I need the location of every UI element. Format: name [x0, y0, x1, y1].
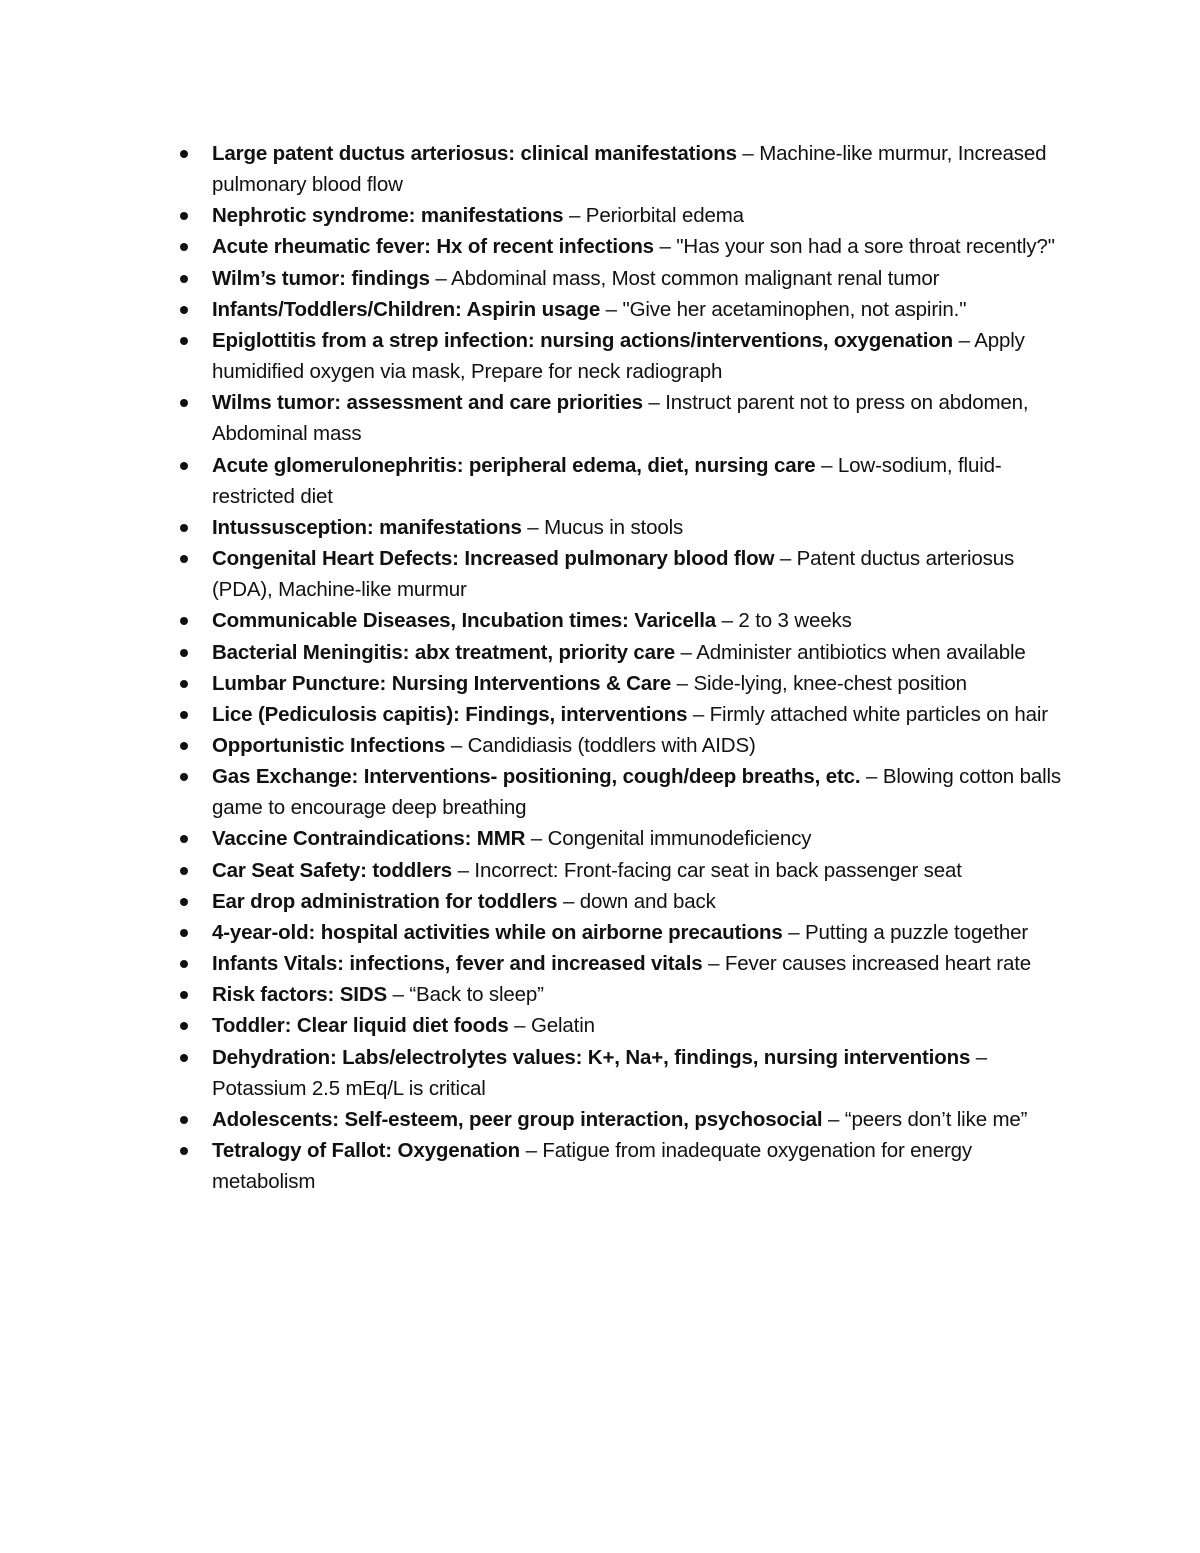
item-answer: "Give her acetaminophen, not aspirin."	[622, 297, 967, 321]
item-topic: Communicable Diseases, Incubation times: Varicella	[212, 609, 717, 633]
list-item	[173, 730, 1073, 761]
list-item	[173, 1010, 1073, 1041]
list-item	[173, 1104, 1073, 1135]
list-item	[173, 823, 1073, 854]
item-separator: –	[520, 1139, 543, 1162]
bullet-icon	[180, 1147, 188, 1155]
item-topic: Lumbar Puncture: Nursing Interventions & Care	[212, 671, 672, 695]
list-item	[173, 917, 1073, 948]
bullet-icon	[180, 898, 188, 906]
bullet-icon	[180, 275, 188, 283]
list-item	[173, 699, 1073, 730]
item-separator: –	[445, 733, 468, 757]
item-answer: Fever causes increased heart rate	[724, 952, 1031, 976]
item-answer: Potassium 2.5 mEq/L is critical	[212, 1076, 486, 1100]
list-item	[173, 543, 1073, 605]
list-item	[173, 1042, 1073, 1104]
bullet-icon	[180, 867, 188, 875]
bullet-icon	[180, 1054, 188, 1062]
list-item	[173, 325, 1073, 387]
item-answer: Blowing cotton balls game to encourage deep breathing	[212, 765, 1062, 820]
item-separator: –	[815, 453, 838, 477]
list-item	[173, 1135, 1073, 1197]
bullet-icon	[180, 680, 188, 688]
item-topic: Wilms tumor: assessment and care priorities	[212, 391, 643, 415]
item-answer: Fatigue from inadequate oxygenation for energy metabolism	[212, 1139, 972, 1194]
list-item	[173, 948, 1073, 979]
item-topic: Lice (Pediculosis capitis): Findings, interventions	[212, 702, 688, 726]
item-topic: Nephrotic syndrome: manifestations	[212, 204, 564, 228]
item-answer: 2 to 3 weeks	[738, 609, 852, 633]
item-answer: down and back	[579, 889, 716, 913]
bullet-icon	[180, 991, 188, 999]
item-separator: –	[716, 609, 739, 633]
item-separator: –	[671, 671, 694, 695]
item-topic: Risk factors: SIDS	[212, 983, 388, 1007]
bullet-icon	[180, 1116, 188, 1124]
list-item	[173, 450, 1073, 512]
item-separator: –	[970, 1045, 988, 1069]
item-topic: Gas Exchange: Interventions- positioning, cough/deep breaths, etc.	[212, 765, 861, 789]
bullet-icon	[180, 711, 188, 719]
item-separator: –	[452, 858, 475, 882]
bullet-icon	[180, 150, 188, 158]
item-topic: Acute glomerulonephritis: peripheral edema, diet, nursing care	[212, 453, 816, 477]
bullet-icon	[180, 929, 188, 937]
item-answer: Side-lying, knee-chest position	[693, 671, 967, 695]
item-separator: –	[600, 297, 623, 321]
bullet-icon	[180, 555, 188, 563]
item-separator: –	[860, 765, 883, 789]
bullet-icon	[180, 742, 188, 750]
list-item	[173, 263, 1073, 294]
item-separator: –	[563, 204, 586, 228]
item-separator: –	[675, 640, 697, 664]
list-item	[173, 387, 1073, 449]
item-topic: Acute rheumatic fever: Hx of recent infections	[212, 235, 654, 259]
item-topic: Intussusception: manifestations	[212, 515, 522, 539]
item-separator: –	[774, 547, 797, 571]
item-answer: Machine-like murmur, Increased pulmonary blood flow	[212, 142, 1047, 197]
item-separator: –	[508, 1014, 531, 1038]
bullet-icon	[180, 243, 188, 251]
list-item	[173, 512, 1073, 543]
item-answer: Periorbital edema	[585, 204, 744, 228]
list-item	[173, 231, 1073, 262]
bullet-icon	[180, 649, 188, 657]
item-separator: –	[736, 142, 760, 165]
bullet-icon	[180, 337, 188, 345]
bullet-icon	[180, 835, 188, 843]
item-answer: Apply humidified oxygen via mask, Prepare for neck radiograph	[212, 328, 1025, 384]
item-separator: –	[702, 952, 725, 976]
item-answer: Mucus in stools	[544, 515, 684, 539]
item-topic: Car Seat Safety: toddlers	[212, 858, 453, 882]
item-topic: Dehydration: Labs/electrolytes values: K+, Na+, findings, nursing interventions	[212, 1045, 971, 1069]
item-topic: Ear drop administration for toddlers	[212, 889, 558, 913]
item-separator: –	[653, 235, 677, 259]
item-answer: Administer antibiotics when available	[696, 640, 1026, 664]
list-item	[173, 668, 1073, 699]
item-separator: –	[642, 391, 666, 415]
item-topic: Congenital Heart Defects: Increased pulmonary blood flow	[212, 547, 775, 571]
item-topic: Tetralogy of Fallot: Oxygenation	[212, 1139, 521, 1162]
bullet-list	[173, 138, 1073, 1197]
item-answer: Candidiasis (toddlers with AIDS)	[467, 733, 756, 757]
item-topic: 4-year-old: hospital activities while on airborne precautions	[212, 920, 783, 944]
item-answer: Instruct parent not to press on abdomen, Abdominal mass	[212, 391, 1029, 446]
bullet-icon	[180, 960, 188, 968]
item-topic: Adolescents: Self-esteem, peer group interaction, psychosocial	[212, 1107, 823, 1131]
item-separator: –	[429, 266, 452, 290]
bullet-icon	[180, 524, 188, 532]
list-item	[173, 200, 1073, 231]
item-topic: Epiglottitis from a strep infection: nursing actions/interventions, oxygenation	[212, 328, 954, 352]
bullet-icon	[180, 1022, 188, 1030]
item-topic: Bacterial Meningitis: abx treatment, priority care	[212, 640, 675, 664]
item-answer: Congenital immunodeficiency	[547, 827, 812, 851]
item-separator: –	[687, 702, 710, 726]
item-topic: Large patent ductus arteriosus: clinical manifestations	[212, 142, 737, 165]
item-answer: "Has your son had a sore throat recently?"	[676, 235, 1055, 259]
list-item	[173, 138, 1073, 200]
list-item	[173, 761, 1073, 823]
item-answer: “Back to sleep”	[409, 983, 544, 1007]
item-topic: Wilm’s tumor: findings	[212, 266, 430, 290]
bullet-icon	[180, 617, 188, 625]
item-separator: –	[557, 889, 580, 913]
item-separator: –	[953, 328, 975, 352]
item-topic: Vaccine Contraindications: MMR	[212, 827, 526, 851]
bullet-icon	[180, 399, 188, 407]
item-answer: Incorrect: Front-facing car seat in back passenger seat	[474, 858, 962, 882]
item-answer: Gelatin	[530, 1014, 595, 1038]
item-answer: Putting a puzzle together	[805, 920, 1029, 944]
list-item	[173, 605, 1073, 636]
item-topic: Opportunistic Infections	[212, 733, 446, 757]
item-answer: Firmly attached white particles on hair	[709, 702, 1048, 726]
item-answer: Low-sodium, fluid-restricted diet	[212, 453, 1002, 508]
item-topic: Infants Vitals: infections, fever and increased vitals	[212, 952, 703, 976]
list-item	[173, 886, 1073, 917]
bullet-icon	[180, 462, 188, 470]
list-item	[173, 855, 1073, 886]
item-separator: –	[525, 827, 548, 851]
item-separator: –	[782, 920, 806, 944]
list-item	[173, 294, 1073, 325]
item-topic: Infants/Toddlers/Children: Aspirin usage	[212, 297, 601, 321]
item-separator: –	[521, 515, 545, 539]
item-topic: Toddler: Clear liquid diet foods	[212, 1014, 509, 1038]
item-answer: Patent ductus arteriosus (PDA), Machine-like murmur	[212, 547, 1015, 602]
item-separator: –	[387, 983, 410, 1007]
item-answer: Abdominal mass, Most common malignant renal tumor	[451, 266, 940, 290]
bullet-icon	[180, 212, 188, 220]
list-item	[173, 637, 1073, 668]
list-item	[173, 979, 1073, 1010]
item-separator: –	[822, 1107, 845, 1131]
item-answer: “peers don’t like me”	[844, 1107, 1028, 1131]
bullet-icon	[180, 306, 188, 314]
bullet-icon	[180, 773, 188, 781]
